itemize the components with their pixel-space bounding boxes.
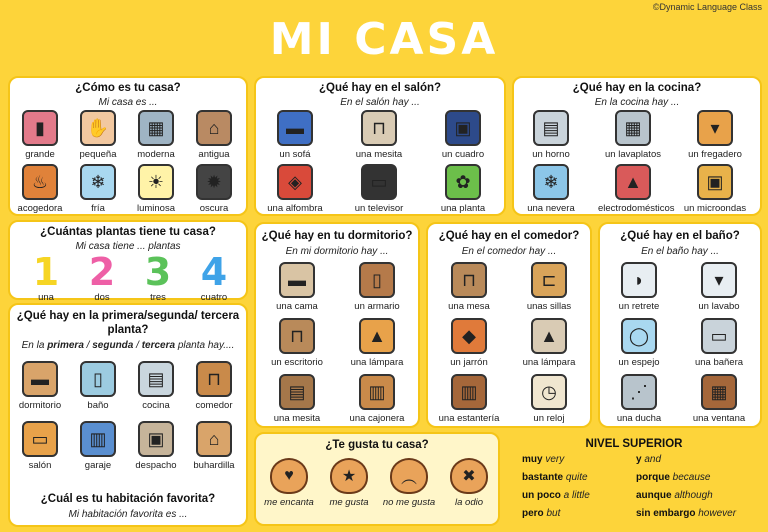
window-icon: ▦ <box>701 374 737 410</box>
panel-como-es <box>8 76 248 216</box>
plant-icon: ✿ <box>445 164 481 200</box>
number-label: dos <box>94 292 110 303</box>
vocab-label: comedor <box>195 400 233 411</box>
cat-angry-icon: ✖ <box>450 458 488 494</box>
panel-subheading: En el comedor hay ... <box>461 246 557 257</box>
vocab-label: un fregadero <box>688 149 742 160</box>
panel-heading: ¿Cómo es tu casa? <box>75 82 181 94</box>
vocab-label: unas sillas <box>526 301 572 312</box>
vocab-item <box>342 374 412 424</box>
panel-heading: ¿Qué hay en el comedor? <box>438 230 580 242</box>
sun-outline-icon: ☀ <box>138 164 174 200</box>
vocab-item <box>344 164 414 214</box>
copyright-text: ©Dynamic Language Class <box>652 2 762 12</box>
vocab-label: garaje <box>84 460 112 471</box>
opinion-label: no me gusta <box>382 497 436 508</box>
washbasin-icon: ▾ <box>701 262 737 298</box>
vocab-item <box>604 262 674 312</box>
vocab-item <box>514 374 584 424</box>
vase-icon: ◆ <box>451 318 487 354</box>
vocab-label: un horno <box>532 149 570 160</box>
connective-en: a little <box>563 490 590 501</box>
floor-number <box>128 252 188 303</box>
cat-star-eyes-icon: ★ <box>330 458 368 494</box>
fridge-icon: ❄ <box>533 164 569 200</box>
bookshelf-icon: ▥ <box>451 374 487 410</box>
vocab-item <box>598 164 675 214</box>
vocab-item <box>680 110 750 160</box>
vocab-label: un lavaplatos <box>605 149 661 160</box>
vocab-item <box>684 318 754 368</box>
vocab-label: cocina <box>142 400 170 411</box>
panel-nivel-superior <box>506 432 762 526</box>
vocab-item <box>516 110 586 160</box>
vocab-label: una ducha <box>616 413 662 424</box>
bathtub-icon: ▭ <box>701 318 737 354</box>
favorita-subheading: Mi habitación favorita es ... <box>68 509 188 520</box>
panel-dormitorio <box>254 222 420 428</box>
bedroom-icon: ▬ <box>22 361 58 397</box>
connective-es: pero <box>522 508 544 519</box>
vocab-item <box>262 318 332 368</box>
vocab-label: un microondas <box>683 203 747 214</box>
vocab-label: acogedora <box>17 203 63 214</box>
vocab-label: grande <box>25 149 55 160</box>
floor-number <box>184 252 244 303</box>
vocab-label: fría <box>91 203 105 214</box>
vocab-label: una cajonera <box>349 413 405 424</box>
table-icon: ⊓ <box>451 262 487 298</box>
opinion-item <box>434 458 504 508</box>
favorita-heading: ¿Cuál es tu habitación favorita? <box>40 493 216 505</box>
vocab-label: una lámpara <box>350 357 404 368</box>
tv-icon: ▭ <box>361 164 397 200</box>
cat-frown-icon: ︵ <box>390 458 428 494</box>
panel-heading: ¿Te gusta tu casa? <box>325 439 429 451</box>
connective <box>522 454 564 465</box>
vocab-item <box>684 374 754 424</box>
mirror-icon: ◯ <box>621 318 657 354</box>
vocab-label: dormitorio <box>18 400 62 411</box>
old-house-icon: ⌂ <box>196 110 232 146</box>
vocab-item <box>428 164 498 214</box>
vocab-item <box>342 262 412 312</box>
panel-subheading: En mi dormitorio hay ... <box>285 246 389 257</box>
vocab-item <box>434 262 504 312</box>
connective-es: un poco <box>522 490 561 501</box>
connective <box>636 454 661 465</box>
connective-en: however <box>698 508 737 519</box>
panel-heading: NIVEL SUPERIOR <box>585 438 683 450</box>
desk-icon: ⊓ <box>279 318 315 354</box>
panel-te-gusta <box>254 432 500 526</box>
number-digit: 2 <box>88 250 116 294</box>
oven-icon: ▤ <box>533 110 569 146</box>
vocab-item <box>179 110 249 160</box>
dishwasher-icon: ▦ <box>615 110 651 146</box>
connective <box>636 472 710 483</box>
vocab-label: despacho <box>135 460 177 471</box>
panel-heading: ¿Qué hay en tu dormitorio? <box>261 230 413 242</box>
bed-icon: ▬ <box>279 262 315 298</box>
vocab-label: una mesita <box>355 149 403 160</box>
vocab-item <box>598 110 668 160</box>
cold-house-icon: ❄ <box>80 164 116 200</box>
floor-lamp-icon: ▲ <box>531 318 567 354</box>
vocab-label: una cama <box>276 301 318 312</box>
number-digit: 4 <box>200 250 228 294</box>
rug-icon: ◈ <box>277 164 313 200</box>
coffee-table-icon: ⊓ <box>361 110 397 146</box>
floor-number <box>16 252 76 303</box>
vocab-item <box>260 164 330 214</box>
vocab-label: un escritorio <box>271 357 323 368</box>
vocab-item <box>179 361 249 411</box>
panel-plantas <box>8 220 248 303</box>
vocab-item <box>179 164 249 214</box>
vocab-label: un armario <box>354 301 400 312</box>
vocab-label: una mesita <box>273 413 321 424</box>
pinch-hand-icon: ✋ <box>80 110 116 146</box>
connective-en: although <box>674 490 713 501</box>
vocab-label: una lámpara <box>522 357 576 368</box>
clock-icon: ◷ <box>531 374 567 410</box>
vocab-label: un reloj <box>533 413 565 424</box>
vocab-label: una estantería <box>438 413 500 424</box>
vocab-item <box>342 318 412 368</box>
panel-subheading: En el salón hay ... <box>340 97 420 108</box>
vocab-label: una alfombra <box>267 203 323 214</box>
connective-en: and <box>644 454 662 465</box>
chair-icon: ⊏ <box>531 262 567 298</box>
vocab-item <box>260 110 330 160</box>
vocab-label: una planta <box>440 203 486 214</box>
vocab-item <box>684 262 754 312</box>
connective-es: y <box>636 454 642 465</box>
connective <box>636 508 736 519</box>
vocab-label: baño <box>87 400 109 411</box>
panel-subheading: Mi casa es ... <box>98 97 158 108</box>
vocab-label: luminosa <box>136 203 176 214</box>
vocab-item <box>604 374 674 424</box>
office-icon: ▣ <box>138 421 174 457</box>
wardrobe-icon: ▯ <box>359 262 395 298</box>
drawers-icon: ▥ <box>359 374 395 410</box>
connective <box>522 490 590 501</box>
sofa-icon: ▬ <box>277 110 313 146</box>
panel-comedor <box>426 222 592 428</box>
living-room-icon: ▭ <box>22 421 58 457</box>
microwave-icon: ▣ <box>697 164 733 200</box>
vocab-label: electrodomésticos <box>598 203 675 214</box>
number-label: una <box>38 292 54 303</box>
vocab-item <box>434 374 504 424</box>
vocab-label: pequeña <box>79 149 117 160</box>
number-label: cuatro <box>200 292 228 303</box>
panel-heading-line2: planta? <box>107 324 149 336</box>
vocab-item <box>514 262 584 312</box>
vocab-label: salón <box>28 460 52 471</box>
blender-icon: ▲ <box>615 164 651 200</box>
garage-icon: ▥ <box>80 421 116 457</box>
vocab-label: una bañera <box>694 357 744 368</box>
vocab-item <box>262 262 332 312</box>
vocab-label: un jarrón <box>450 357 488 368</box>
connective-es: aunque <box>636 490 672 501</box>
bathroom-icon: ▯ <box>80 361 116 397</box>
person-ruler-icon: ▮ <box>22 110 58 146</box>
connective-es: porque <box>636 472 670 483</box>
kitchen-icon: ▤ <box>138 361 174 397</box>
connective-es: bastante <box>522 472 564 483</box>
cat-heart-eyes-icon: ♥ <box>270 458 308 494</box>
vocab-label: una mesa <box>448 301 490 312</box>
connective <box>522 472 588 483</box>
vocab-label: un sofá <box>279 149 311 160</box>
connective-en: because <box>672 472 711 483</box>
vocab-label: un televisor <box>354 203 404 214</box>
vocab-item <box>680 164 750 214</box>
modern-house-icon: ▦ <box>138 110 174 146</box>
opinion-label: me encanta <box>264 497 314 508</box>
vocab-label: oscura <box>199 203 229 214</box>
panel-subheading: Mi casa tiene ... plantas <box>75 241 181 252</box>
connective-en: very <box>545 454 565 465</box>
number-digit: 1 <box>32 250 60 294</box>
vocab-label: un retrete <box>618 301 660 312</box>
panel-salon <box>254 76 506 216</box>
opinion-label: la odio <box>455 497 483 508</box>
vocab-label: un cuadro <box>441 149 485 160</box>
nightstand-icon: ▤ <box>279 374 315 410</box>
vocab-label: buhardilla <box>193 460 235 471</box>
number-label: tres <box>150 292 166 303</box>
panel-subheading: En la cocina hay ... <box>594 97 680 108</box>
vocab-label: una ventana <box>692 413 746 424</box>
vocab-item <box>344 110 414 160</box>
number-digit: 3 <box>144 250 172 294</box>
panel-heading: ¿Qué hay en la cocina? <box>572 82 702 94</box>
panel-heading: ¿Qué hay en el salón? <box>318 82 442 94</box>
connective <box>522 508 560 519</box>
picture-frame-icon: ▣ <box>445 110 481 146</box>
dark-sun-icon: ✹ <box>196 164 232 200</box>
vocab-label: antigua <box>198 149 230 160</box>
panel-subheading: En el baño hay ... <box>641 246 719 257</box>
vocab-label: un espejo <box>618 357 660 368</box>
vocab-item <box>514 318 584 368</box>
connective <box>636 490 713 501</box>
attic-icon: ⌂ <box>196 421 232 457</box>
fireplace-icon: ♨ <box>22 164 58 200</box>
vocab-item <box>428 110 498 160</box>
vocab-item <box>516 164 586 214</box>
connective-es: muy <box>522 454 543 465</box>
vocab-label: moderna <box>137 149 175 160</box>
panel-cocina <box>512 76 762 216</box>
vocab-label: una nevera <box>527 203 575 214</box>
panel-heading-line1: ¿Qué hay en la primera/segunda/ tercera <box>16 310 240 322</box>
vocab-item <box>604 318 674 368</box>
connective-en: quite <box>565 472 588 483</box>
panel-bano <box>598 222 762 428</box>
floor-number <box>72 252 132 303</box>
shower-icon: ⋰ <box>621 374 657 410</box>
dining-room-icon: ⊓ <box>196 361 232 397</box>
opinion-label: me gusta <box>329 497 369 508</box>
sink-icon: ▾ <box>697 110 733 146</box>
panel-primera-planta <box>8 303 248 527</box>
vocab-item <box>179 421 249 471</box>
panel-heading: ¿Qué hay en el baño? <box>620 230 740 242</box>
connective-en: but <box>546 508 561 519</box>
panel-heading: ¿Cuántas plantas tiene tu casa? <box>40 226 216 238</box>
connective-es: sin embargo <box>636 508 696 519</box>
toilet-icon: ◗ <box>621 262 657 298</box>
vocab-item <box>262 374 332 424</box>
page-title: MI CASA <box>269 14 499 65</box>
panel-subheading: En la primera / segunda / tercera planta hay.... <box>21 340 235 351</box>
lamp-icon: ▲ <box>359 318 395 354</box>
vocab-label: un lavabo <box>698 301 740 312</box>
vocab-item <box>434 318 504 368</box>
